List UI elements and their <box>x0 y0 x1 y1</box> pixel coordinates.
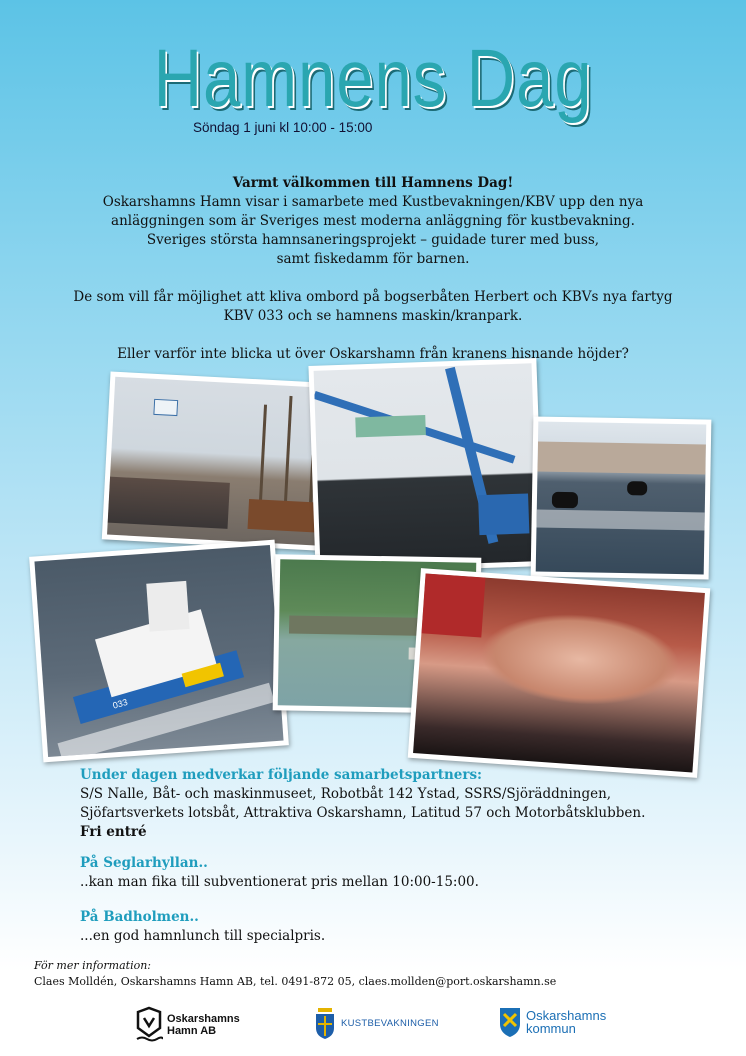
seglarhyllan-section <box>80 854 700 892</box>
ship-hull-number: 033 <box>111 696 129 711</box>
badholmen-section <box>80 908 700 946</box>
intro-line: Oskarshamns Hamn visar i samarbete med Kustbevakningen/KBV upp den nya <box>102 194 644 210</box>
kbv-logo-text: KUSTBEVAKNINGEN <box>341 1017 439 1029</box>
hamn-logo-line: Hamn AB <box>167 1025 217 1037</box>
intro-line: KBV 033 och se hamnens maskin/kranpark. <box>223 308 523 324</box>
contact-info <box>34 958 556 990</box>
free-entry: Fri entré <box>80 824 147 840</box>
kommun-logo-line: kommun <box>526 1021 576 1036</box>
poster-title: Hamnens Dag <box>153 33 593 124</box>
crest-icon <box>314 1006 336 1040</box>
intro-line: anläggningen som är Sveriges mest moderna anläggning för kustbevakning. <box>111 213 635 229</box>
partners-heading: Under dagen medverkar följande samarbetspartners: <box>80 767 483 783</box>
seglarhyllan-heading: På Seglarhyllan.. <box>80 855 208 871</box>
hamn-logo-line: Oskarshamns <box>167 1013 240 1025</box>
contact-label: För mer information: <box>34 959 151 972</box>
hamn-logo-icon <box>135 1006 163 1044</box>
intro-line: De som vill får möjlighet att kliva ombord på bogserbåten Herbert och KBVs nya fartyg <box>73 289 673 305</box>
badholmen-text: ...en god hamnlunch till specialpris. <box>80 928 326 944</box>
logo-oskarshamns-kommun <box>498 1006 606 1038</box>
kommun-shield-icon <box>498 1006 522 1038</box>
intro-line: samt fiskedamm för barnen. <box>276 251 470 267</box>
photo-jetskis <box>531 416 712 579</box>
intro-line: Sveriges största hamnsaneringsprojekt – guidade turer med buss, <box>146 232 600 248</box>
welcome-line: Varmt välkommen till Hamnens Dag! <box>232 175 514 191</box>
photo-kbv-ship <box>29 540 289 763</box>
contact-details: Claes Molldén, Oskarshamns Hamn AB, tel. 0491-872 05, claes.mollden@port.oskarshamn.se <box>34 975 557 988</box>
seglarhyllan-text: ..kan man fika till subventionerat pris mellan 10:00-15:00. <box>80 874 479 890</box>
partners-section <box>80 766 700 842</box>
partners-line: Sjöfartsverkets lotsbåt, Attraktiva Oskarshamn, Latitud 57 och Motorbåtsklubben. <box>80 805 646 821</box>
badholmen-heading: På Badholmen.. <box>80 909 199 925</box>
logo-kustbevakningen <box>314 1006 439 1040</box>
kommun-logo-line: Oskarshamns <box>526 1008 607 1023</box>
photo-crane-ship <box>308 358 543 574</box>
intro-question: Eller varför inte blicka ut över Oskarshamn från kranens hisnande höjder? <box>117 346 629 362</box>
logo-oskarshamns-hamn <box>135 1006 240 1044</box>
partners-line: S/S Nalle, Båt- och maskinmuseet, Robotbåt 142 Ystad, SSRS/Sjöräddningen, <box>80 786 612 802</box>
photo-concert-crowd <box>408 568 711 778</box>
event-date: Söndag 1 juni kl 10:00 - 15:00 <box>193 120 373 135</box>
intro-text <box>40 174 706 383</box>
